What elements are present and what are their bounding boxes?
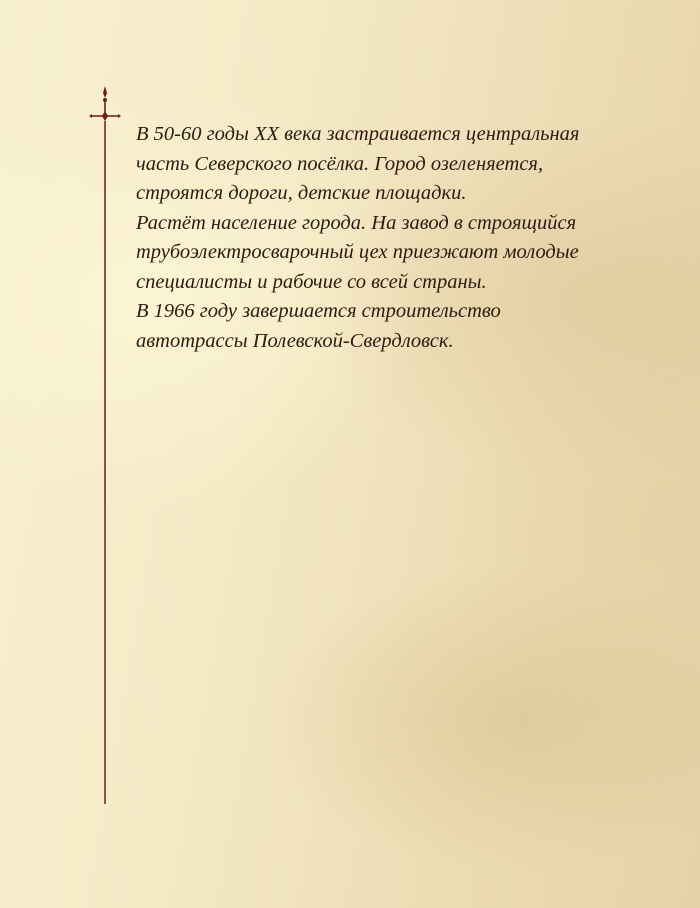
text-line: В 1966 году завершается строительство bbox=[136, 300, 501, 322]
text-line: автотрассы Полевской-Свердловск. bbox=[136, 329, 454, 352]
body-text bbox=[136, 120, 676, 356]
text-line: строятся дороги, детские площадки. bbox=[136, 182, 467, 204]
text-line: В 50-60 годы XX века застраивается центральная bbox=[136, 123, 580, 145]
text-line: часть Северского посёлка. Город озеленяется, bbox=[136, 152, 544, 175]
text-line: трубоэлектросварочный цех приезжают молодые bbox=[136, 241, 579, 263]
text-line: Растёт население города. На завод в строящийся bbox=[136, 211, 577, 234]
cross-divider-icon bbox=[88, 86, 122, 806]
text-line: специалисты и рабочие со всей страны. bbox=[136, 270, 487, 293]
